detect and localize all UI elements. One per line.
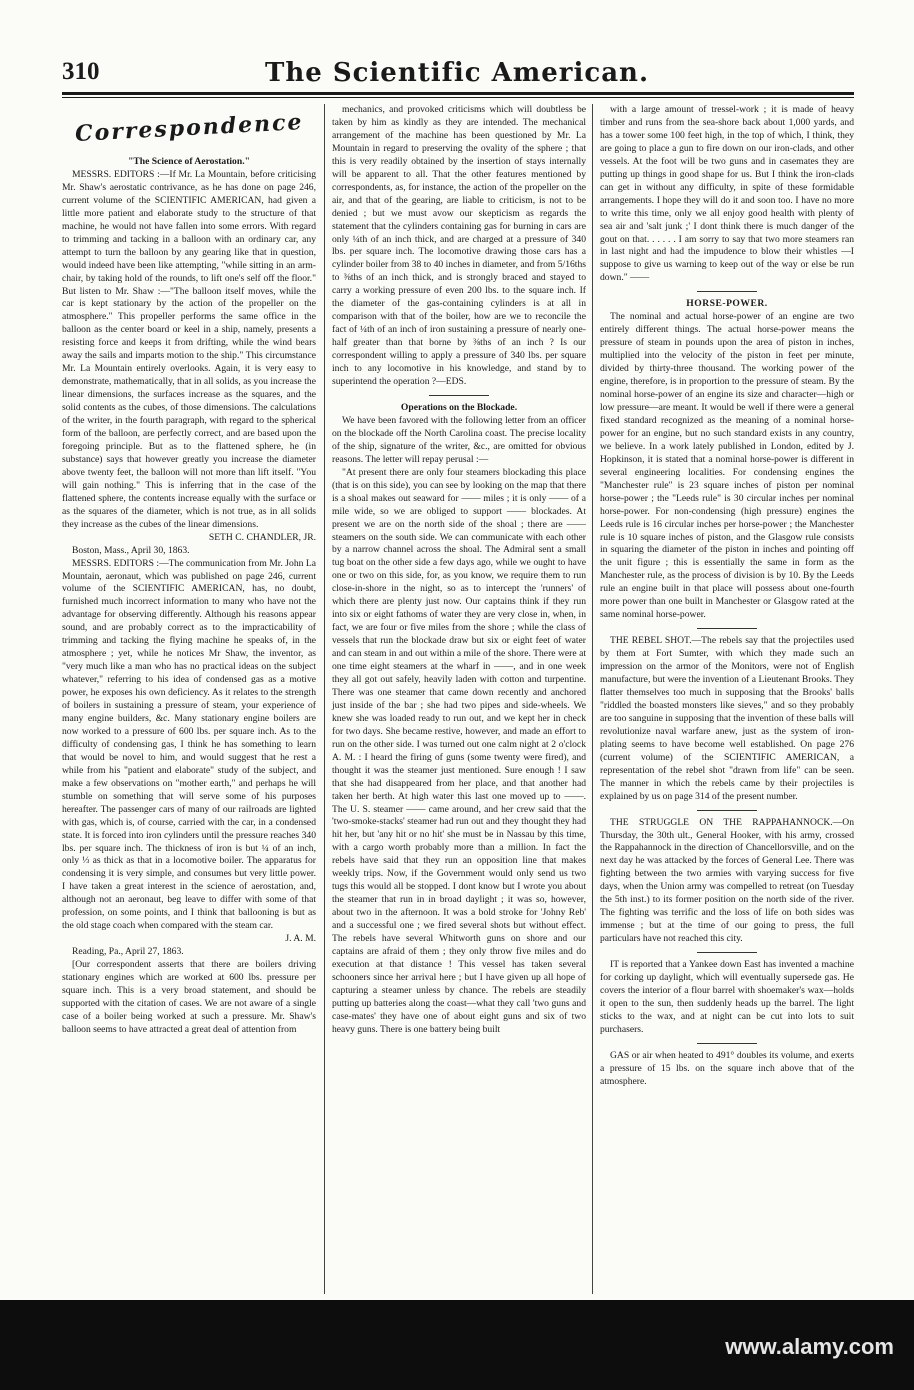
- column-divider-1: [324, 104, 325, 1294]
- article-title-aerostation: "The Science of Aerostation.": [128, 156, 250, 167]
- separator: [697, 628, 757, 629]
- paragraph: We have been favored with the following letter from an officer on the blockade off the North Carolina coast. The precise locality of the ship, signature of the writer, &c., are omitted for obvious reasons. The letter will repay perusal :—: [332, 414, 586, 465]
- paragraph: mechanics, and provoked criticisms which will doubtless be taken by him as kindly as they are intended. The mechanical arrangement of the machine has been questioned by Mr. La Mountain in regard to preserving the ovality of the sphere ; that this is very readily obtained by the insertion of stays internally will be apparent to all. That the other features mentioned by correspondents, as, for instance, the action of the propeller on the air, and that of the gearing, are liable to criticism, is not to be denied ; but we must avow our skepticism as regards the statement that the cylinders containing gas for burning in cars are only ¼th of an inch thick, and are charged at a pressure of 340 lbs. per square inch. The locomotive drawing those cars has a cylinder boiler from 38 to 40 inches in diameter, and from 5/16ths to ⅜ths of an inch thick, and is strongly braced and stayed to carry a working pressure of even 200 lbs. to the square inch. If the diameter of the gas-containing cylinders is at all in comparison with that of the boiler, how are we to reconcile the fact of ¼th of an inch of iron sustaining a pressure of nearly one-half greater than that borne by ⅜ths of an inch ? Is our correspondent willing to apply a pressure of 340 lbs. per square inch to any locomotive in his knowledge, and stand by to superintend the operation ?—EDS.: [332, 104, 586, 388]
- separator: [697, 952, 757, 953]
- separator: [697, 291, 757, 292]
- column-3: [600, 104, 854, 1089]
- dateline: Reading, Pa., April 27, 1863.: [72, 946, 184, 958]
- article-title-horse-power: HORSE-POWER.: [686, 298, 768, 310]
- separator: [697, 1043, 757, 1044]
- column-1: [62, 104, 316, 1037]
- paragraph: with a large amount of tressel-work ; it is made of heavy timber and runs from the sea-shore back about 1,000 yards, and has a tower some 100 feet high, in the top of which, I think, they are going to place a gun to fire down on our iron-clads, and other vessels. At the foot will be two guns and in casemates they are putting up things in good shape for us. But I think the iron-clads can get in without any difficulty, in spite of these formidable arrangements. I hope they will do it and soon too. I have no more to write this time, only we all enjoy good health with plenty of sea air and 'salt junk ;' I dont think there is much danger of the gout on that. . . . . . I am sorry to say that two more steamers ran in last night and had the impudence to blow their whistles —I suppose to give us warning to keep out of the way or else be run down." ——: [600, 104, 854, 284]
- signature: J. A. M.: [285, 933, 316, 945]
- paragraph: The nominal and actual horse-power of an engine are two entirely different things. The actual horse-power means the pressure of steam in pounds upon the area of piston in inches, multiplied into the velocity of the piston in feet per minute, divided by thirty-three thousand. The working power of the engine, therefore, is in proportion to the pressure of steam. By the nominal horse-power of an engine its size and character—high or low pressure—are meant. It would be well if there were a general fixed standard recognized as the meaning of a nominal horse-power for an engine, but no such standard exists in any country, we believe. In a work lately published in London, edited by J. Hopkinson, it is stated that a nominal horse-power is different in several engineering localities. For condensing engines the "Manchester rule" is 23 square inches of piston per nominal horse-power ; the "Leeds rule" is 30 circular inches per nominal horse-power. For non-condensing (high pressure) engines the Leeds rule is 16 circular inches per horse-power ; the Manchester rule is 10 square inches of piston, and the Glasgow rule consists in squaring the diameter of the piston in inches and pointing off the unit figure ; this is essentially the same in form as the Manchester rule, as the process of division is by 10. By the Leeds rule an engine built in that place will possess about one-fourth more power than one built in Manchester or Glasgow rated at the same nominal horse-power.: [600, 311, 854, 621]
- department-heading: [62, 104, 316, 152]
- column-2: [332, 104, 586, 1037]
- watermark-text: www.alamy.com: [725, 1334, 894, 1359]
- column-divider-2: [592, 104, 593, 1294]
- paragraph: MESSRS. EDITORS :—If Mr. La Mountain, before criticising Mr. Shaw's aerostatic contrivance, as he has done on page 246, current volume of the SCIENTIFIC AMERICAN, had given a little more patient and elaborate study to the structure of that machine, he would not have fallen into some errors. With regard to trimming and tacking in a balloon with an ordinary car, any attempt to turn the balloon by any gearing like that in question, would indeed have been like attempting, "while sitting in an arm-chair, by taking hold of the rounds, to lift one's self off the floor." But listen to Mr. Shaw :—"The balloon itself moves, while the car is kept stationary by the action of the propeller on the atmosphere." This propeller performs the same office in the balloon as the center board or keel in a ship, namely, presents a resisting force and keeps it from drifting, while the wind bears away the sails and imparts motion to the ship." This circumstance Mr. La Mountain entirely overlooks. Again, it is very easy to demonstrate, mathematically, that in all solids, as you increase the linear dimensions, the surfaces increase as the squares, and the solid contents as the cubes, of those dimensions. The calculations of the writer, in the fourth paragraph, with regard to the spherical form of the balloon, are perfectly correct, and are based upon the foregoing principle. But as to the flattened sphere, he (in substance) says that however greatly you increase the diameter above twenty feet, the balloon will not more than lift itself. "You will gain nothing." This is inferring that in the case of the flattened sphere, the contents increase equally with the surface or as the squares of the diameter, which is not true, as in all solids they increase as the cubes of the linear dimensions.: [62, 168, 316, 530]
- paragraph: MESSRS. EDITORS :—The communication from Mr. John La Mountain, aeronaut, which was published on page 246, current volume of the SCIENTIFIC AMERICAN, has, no doubt, furnished much incorrect information to many who have not the advantage for observing differently. Although his reasons appear sound, and are probably correct as to the impracticability of trimming and tacking the flying machine he speaks of, in the atmosphere ; yet, while he notices Mr Shaw, the inventor, as "very much like a man who has no practical ideas on the subject whatever," referring to his idea of condensed gas as a motive power, he exposes his own deficiency. As it relates to the strength of boilers in sustaining a pressure of steam, your experience of many engine builders, &c. Many stationary engine boilers are now worked to a pressure of 600 lbs. per square inch. As to the difficulty of condensing gas, I think he has something to learn that would be novel to him, and would suggest that he rest a while from his "patient and elaborate" study of the subject, and make a few observations on "mother earth," and perhaps he will stumble on something that will serve some of his purposes hereafter. The passenger cars of many of our railroads are lighted with gas, which is, of course, carried with the car, in a condensed state. It is forced into iron cylinders until the pressure reaches 340 lbs. per square inch. The thickness of iron is but ¼ of an inch, only ⅓ as thick as that in a locomotive boiler. The apparatus for condensing it is very simple, and consumes but very little power. I have taken a great interest in the science of aerostation, and, although not an aeronaut, beg leave to differ with some of that profession, on some points, and I think that ballooning is but as the old stage coach when compared with the steam car.: [62, 557, 316, 932]
- paragraph: IT is reported that a Yankee down East has invented a machine for corking up daylight, which will eventually supersede gas. He covers the interior of a flour barrel with shoemaker's wax—holds it open to the sun, then suddenly heads up the barrel. The light sticks to the wax, and at night can be cut into lots to suit purchasers.: [600, 959, 854, 1035]
- paragraph: [Our correspondent asserts that there are boilers driving stationary engines which are worked at 600 lbs. pressure per square inch. This is a very broad statement, and should be supported with the citation of cases. We are not aware of a single case of a boiler being worked at such a pressure. Mr. Shaw's balloon seems to have attracted a great deal of attention from: [62, 959, 316, 1035]
- header-rule-thick: [62, 92, 854, 95]
- paragraph: "At present there are only four steamers blockading this place (that is on this side), you can see by looking on the map that there is a shoal makes out seaward for —— miles ; it is only —— of a mile wide, so we are obliged to support —— blockades. At present we are on the north side of the shoal ; there are —— steamers on the south side. We can communicate with each other by a narrow channel across the shoal. The Admiral sent a small tug boat on the other side a few days ago, while we ought to have one or two on this side, for, as you know, we require them to run close-in-shore in the night, so as to intercept the 'runners' of which there are plenty just now. Our captains think if they run into six or eight fathoms of water they are very close in, when, in fact, we are four or five miles from the shore ; while the class of vessels that run the blockade draw but six or eight feet of water and can steam in and out within a mile of the shore. There were at one time eight steamers at the wharf in ——, and in one week they all got out safely, heavily laden with cotton and turpentine. There was one steamer that came down recently and anchored just inside of the bar ; she had two pipes and side-wheels. We knew she was loaded ready to run out, and we kept her in check for two days. She became restive, however, and made an effort to run on the other side. I was turned out one calm night at 2 o'clock A. M. : I heard the firing of guns (some twenty were fired), and thought it was the steamer just mentioned. Sure enough ! I saw that she had disappeared from her place, and that another had taken her berth. At high water this last one moved up to ——. The U. S. steamer —— came around, and her crew said that the 'two-smoke-stacks' steamer had run out and they thought they had hit her, but 'any hit or no hit' she must be in Nassau by this time, with a cargo worth probably more than a million. In fact the rebels have said that they run an opposition line that makes weekly trips. Now, if the Government would only send us two tugs this would all be stopped. I dont know but I wrote you about the steamer that run in in broad daylight ; it was so, however, about two in the afternoon. It was a bold stroke for 'Johny Reb' and a successful one ; we fired several shots but without effect. The rebels have several Whitworth guns on shore and our captains are afraid of them ; they only throw five miles and do execution at that distance ! This vessel has taken several schooners since her arrival here ; but I have given up all hope of capturing a steamer unless by chance. The rebels are steadily putting up batteries along the coast—what they call 'two guns and case-mates' they have one of about eight guns and six of two heavy guns. There is one battery being built: [332, 466, 586, 1035]
- signature: SETH C. CHANDLER, JR.: [208, 531, 316, 543]
- page-header: [62, 58, 852, 88]
- paragraph: GAS or air when heated to 491° doubles its volume, and exerts a pressure of 15 lbs. on the square inch above that of the atmosphere.: [600, 1049, 854, 1087]
- header-rule-thin: [62, 97, 854, 98]
- dateline: Boston, Mass., April 30, 1863.: [72, 544, 190, 556]
- department-title: Correspondence: [74, 108, 304, 147]
- paragraph: THE STRUGGLE ON THE RAPPAHANNOCK.—On Thursday, the 30th ult., General Hooker, with his army, crossed the Rappahannock in the direction of Chancellorsville, and on the next day he was attacked by the forces of General Lee. There was fighting between the two armies with varying success for five days, when the Union army was compelled to retreat (on Tuesday the 5th inst.) to its former position on the north side of the river. The fighting was terrific and the loss of life on both sides was immense ; but at the time of our going to press, the full particulars have not reached this city.: [600, 816, 854, 945]
- separator: [429, 395, 489, 396]
- paragraph: THE REBEL SHOT.—The rebels say that the projectiles used by them at Fort Sumter, with which they made such an impression on the armor of the Monitors, were not of English manufacture, but were the invention of a Lieutenant Brooks. They flatter themselves too much in supposing that the Brooks' balls "riddled the boasted monsters like sieves," and so they probably are too sanguine in supposing that the invention of these balls will revolutionize naval warfare anew, just as the system of iron-plating seems to have become well established. On page 276 (current volume) of the SCIENTIFIC AMERICAN, a representation of the rebel shot "drawn from life" can be seen. The manner in which the rebels came by their projectiles is explained by us on page 314 of the present number.: [600, 635, 854, 802]
- article-title-blockade: Operations on the Blockade.: [400, 401, 518, 413]
- masthead-title: The Scientific American.: [264, 58, 650, 88]
- separator: [697, 810, 757, 811]
- page-number: 310: [62, 58, 100, 85]
